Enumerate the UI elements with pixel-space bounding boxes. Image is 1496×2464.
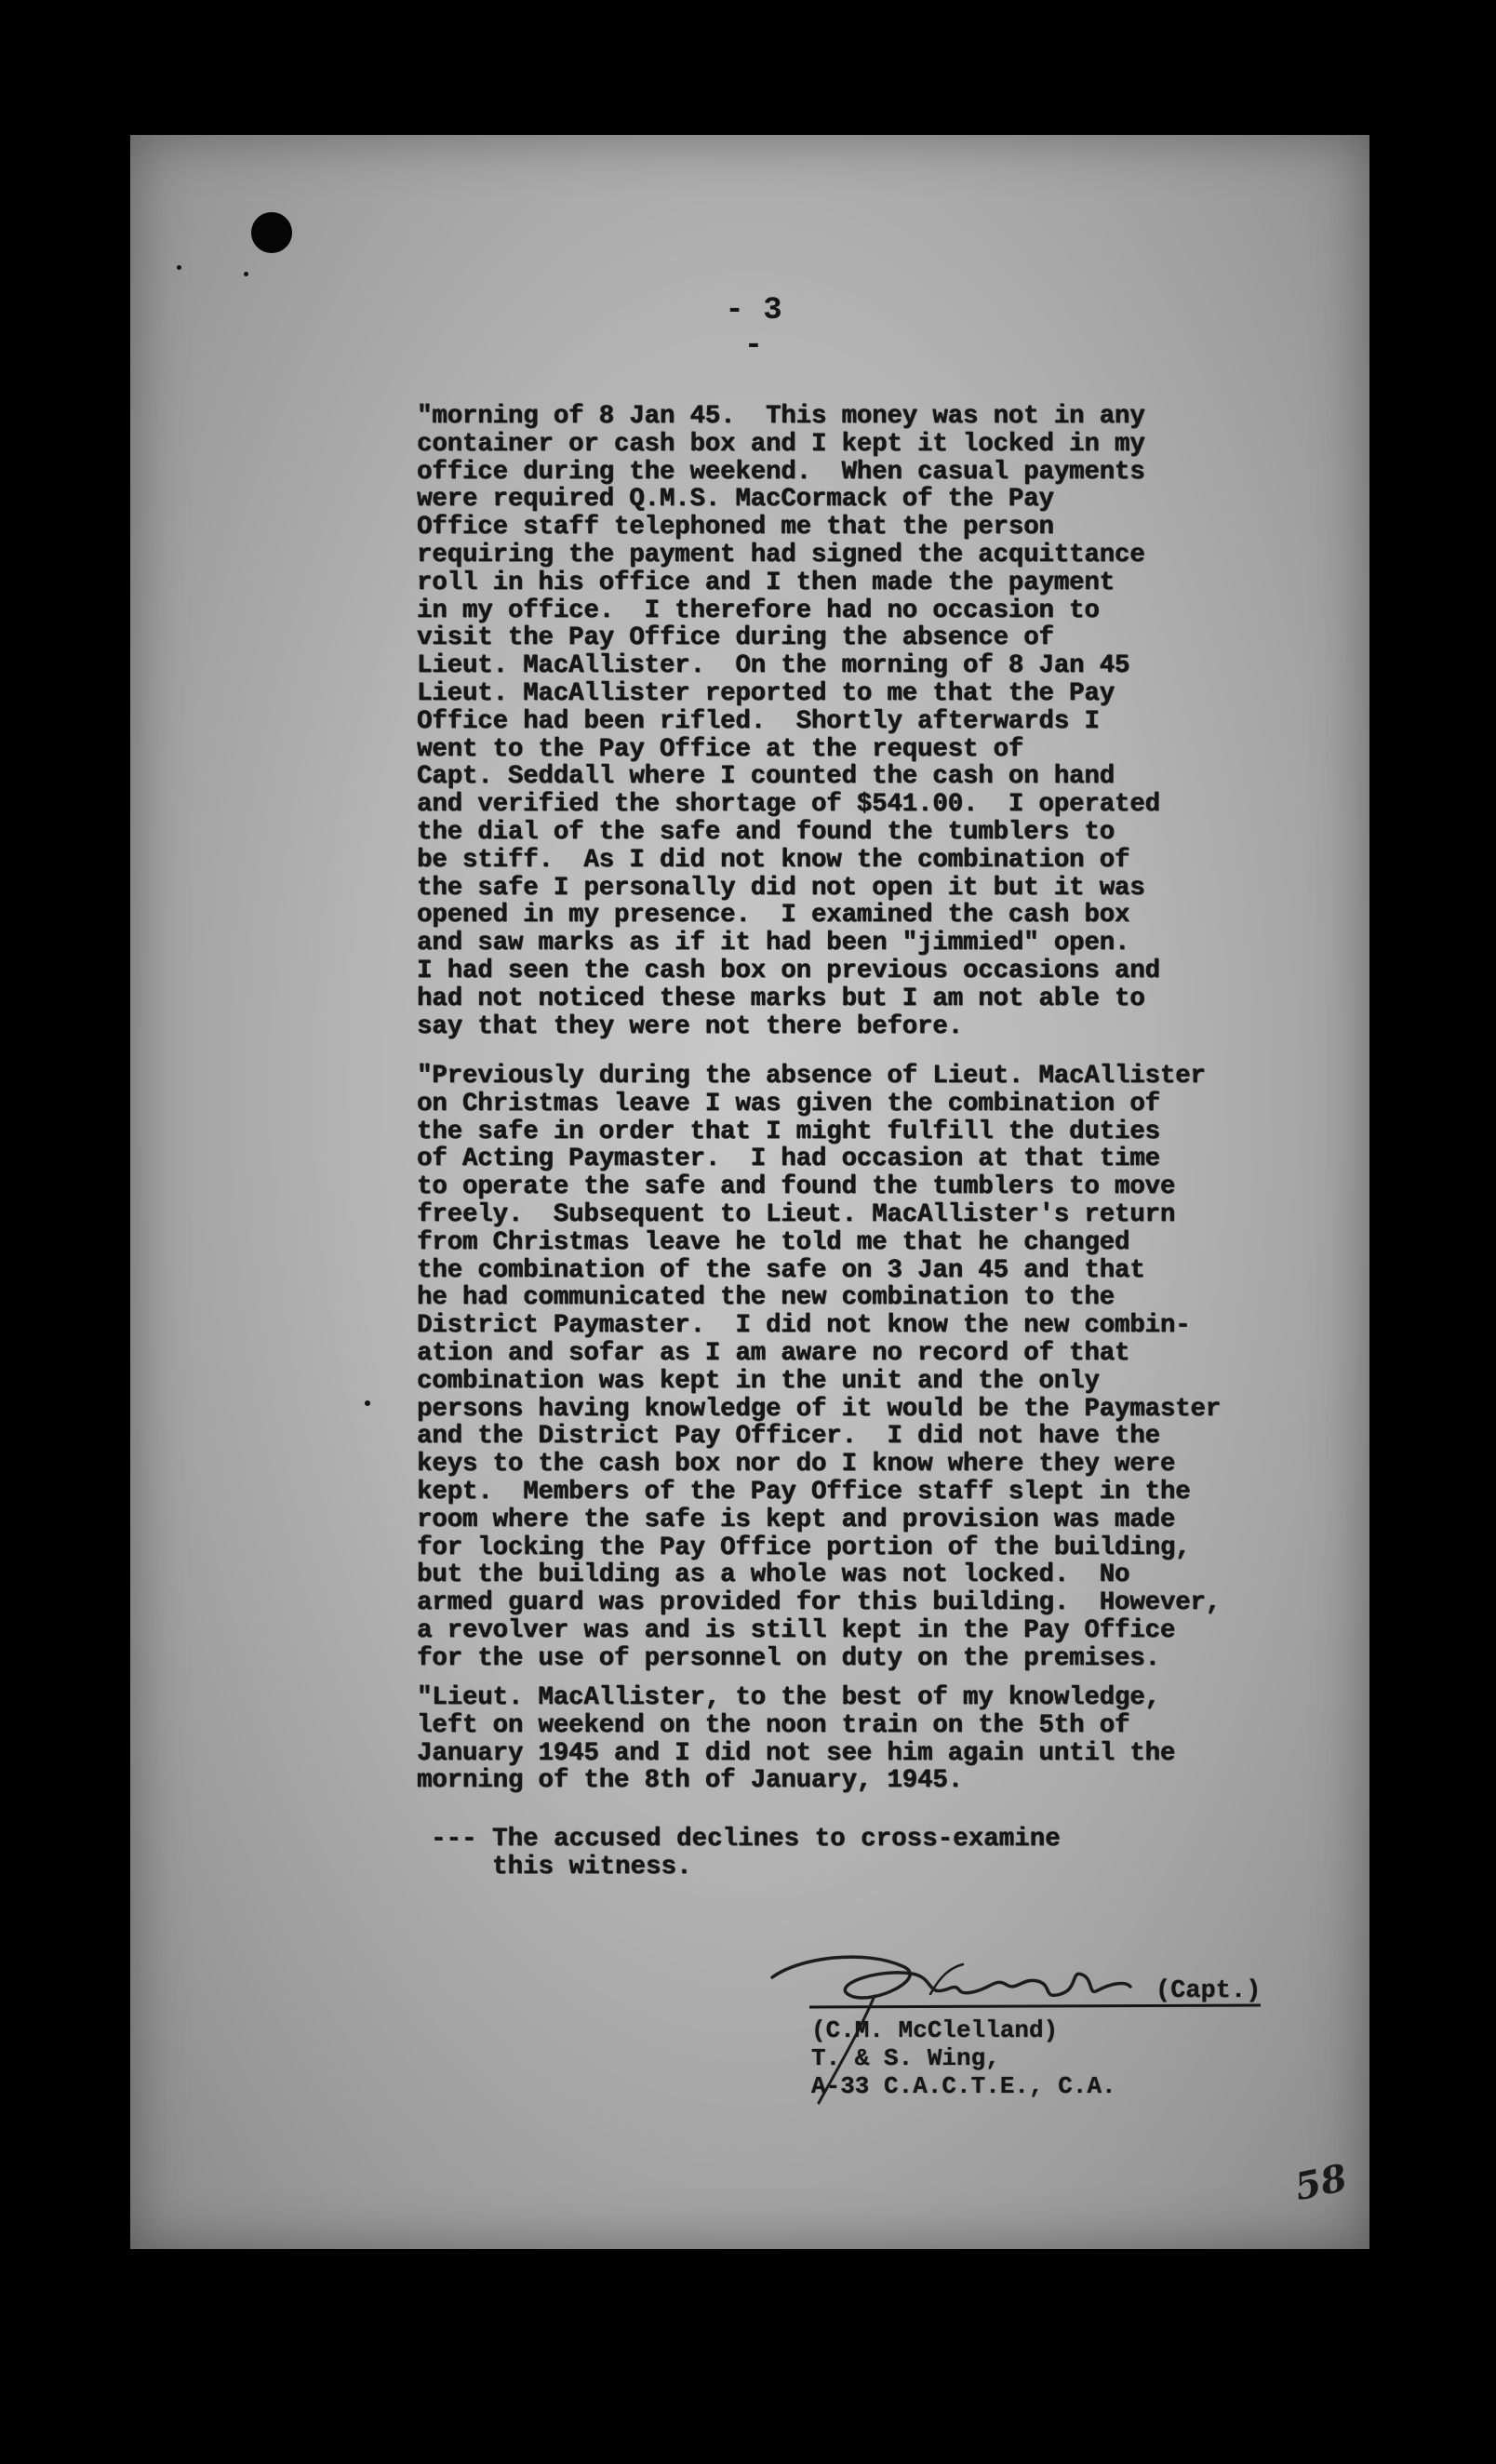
folio-number: 58 [1290, 2155, 1351, 2210]
testimony-paragraph-1: "morning of 8 Jan 45. This money was not in any container or cash box and I kept it locked in my office during the weekend. When casual payments were required Q.M.S. MacCormack of the Pay Office staff telephoned me that the person requiring the payment had signed the acquittance roll in his office and I then made the payment in my office. I therefore had no occasion to visit the Pay Office during the absence of Lieut. MacAllister. On the morning of 8 Jan 45 Lieut. MacAllister reported to me that the Pay Office had been rifled. Shortly afterwards I went to the Pay Office at the request of Capt. Seddall where I counted the cash on hand and verified the shortage of $541.00. I operated the dial of the safe and found the tumblers to be stiff. As I did not know the combination of the safe I personally did not open it but it was opened in my presence. I examined the cash box and saw marks as if it had been "jimmied" open. I had seen the cash box on previous occasions and had not noticed these marks but I am not able to say that they were not there before. [417, 402, 1160, 1041]
signatory-rank: (Capt.) [1155, 1977, 1262, 2005]
page-number: - 3 - [725, 293, 782, 364]
signatory-unit: A-33 C.A.C.T.E., C.A. [811, 2072, 1116, 2100]
speck-mark [365, 1400, 370, 1406]
punch-hole [251, 212, 292, 253]
signatory-details [811, 2016, 1116, 2100]
cross-examination-note: --- The accused declines to cross-examine this witness. [431, 1825, 1061, 1881]
testimony-paragraph-3: "Lieut. MacAllister, to the best of my knowledge, left on weekend on the noon train on the 5th of January 1945 and I did not see him again until the morning of the 8th of January, 1945. [417, 1683, 1176, 1796]
signature-block [763, 1940, 1265, 2117]
signatory-wing: T. & S. Wing, [811, 2044, 1000, 2072]
signatory-name: (C.M. McClelland) [811, 2016, 1059, 2044]
speck-mark [177, 265, 181, 270]
speck-mark [244, 272, 248, 276]
testimony-paragraph-2: "Previously during the absence of Lieut. MacAllister on Christmas leave I was given the combination of the safe in order that I might fulfill the duties of Acting Paymaster. I had occasion at that time to operate the safe and found the tumblers to move freely. Subsequent to Lieut. MacAllister's return from Christmas leave he told me that he changed the combination of the safe on 3 Jan 45 and that he had communicated the new combination to the District Paymaster. I did not know the new combin- ation and sofar as I am aware no record of that combination was kept in the unit and the only persons having knowledge of it would be the Paymaster and the District Pay Officer. I did not have the keys to the cash box nor do I know where they were kept. Members of the Pay Office staff slept in the room where the safe is kept and provision was made for locking the Pay Office portion of the building, but the building as a whole was not locked. No armed guard was provided for this building. However, a revolver was and is still kept in the Pay Office for the use of personnel on duty on the premises. [417, 1062, 1222, 1673]
